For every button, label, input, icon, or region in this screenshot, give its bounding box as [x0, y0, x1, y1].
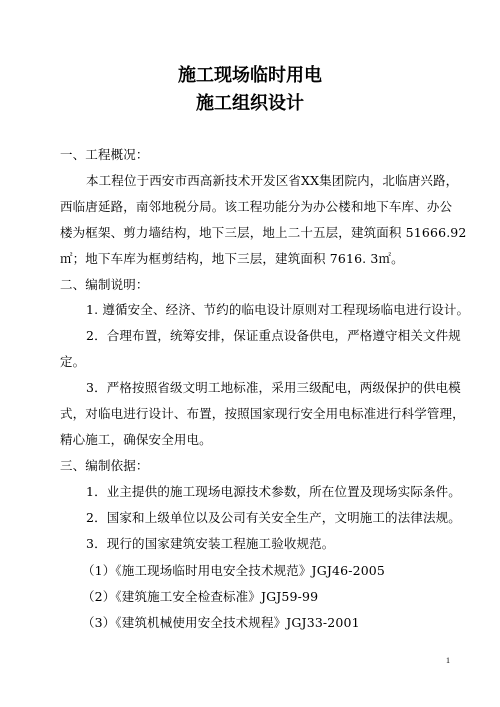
page-number: 1 [446, 656, 450, 665]
paragraph-line: ㎡；地下车库为框剪结构，地下三层，建筑面积 7616. 3㎡。 [60, 251, 404, 266]
section-heading-basis: 三、编制依据： [60, 458, 149, 473]
standard-reference: （2）《建筑施工安全检查标准》JGJ59-99 [82, 589, 319, 604]
section-heading-explanation: 二、编制说明： [60, 277, 149, 292]
standard-reference: （3）《建筑机械使用安全技术规程》JGJ33-2001 [82, 615, 360, 630]
list-item: 1. 遵循安全、经济、节约的临电设计原则对工程现场临电进行设计。 [86, 302, 470, 317]
list-item: 2．国家和上级单位以及公司有关安全生产，文明施工的法律法规。 [86, 510, 461, 525]
list-item-continuation: 定。 [60, 354, 86, 369]
paragraph-line: 西临唐延路，南邻地税分局。该工程功能分为办公楼和地下车库、办公 [60, 199, 453, 214]
list-item: 1．业主提供的施工现场电源技术参数，所在位置及现场实际条件。 [86, 484, 461, 499]
list-item: 3．严格按照省级文明工地标准，采用三级配电，两级保护的供电模 [86, 380, 461, 395]
list-item-continuation: 式，对临电进行设计、布置，按照国家现行安全用电标准进行科学管理， [60, 406, 465, 421]
list-item: 2．合理布置，统筹安排，保证重点设备供电，严格遵守相关文件规 [86, 328, 461, 343]
paragraph-line: 本工程位于西安市西高新技术开发区省XX集团院内，北临唐兴路， [86, 173, 459, 188]
standard-reference: （1）《施工现场临时用电安全技术规范》JGJ46-2005 [82, 563, 386, 578]
section-heading-overview: 一、工程概况： [60, 147, 149, 162]
list-item-continuation: 精心施工，确保安全用电。 [60, 432, 212, 447]
document-title-line1: 施工现场临时用电 [178, 65, 322, 86]
document-title-line2: 施工组织设计 [196, 93, 304, 114]
list-item: 3．现行的国家建筑安装工程施工验收规范。 [86, 536, 335, 551]
paragraph-line: 楼为框架、剪力墙结构，地下三层，地上二十五层，建筑面积 51666.92 [60, 225, 467, 240]
